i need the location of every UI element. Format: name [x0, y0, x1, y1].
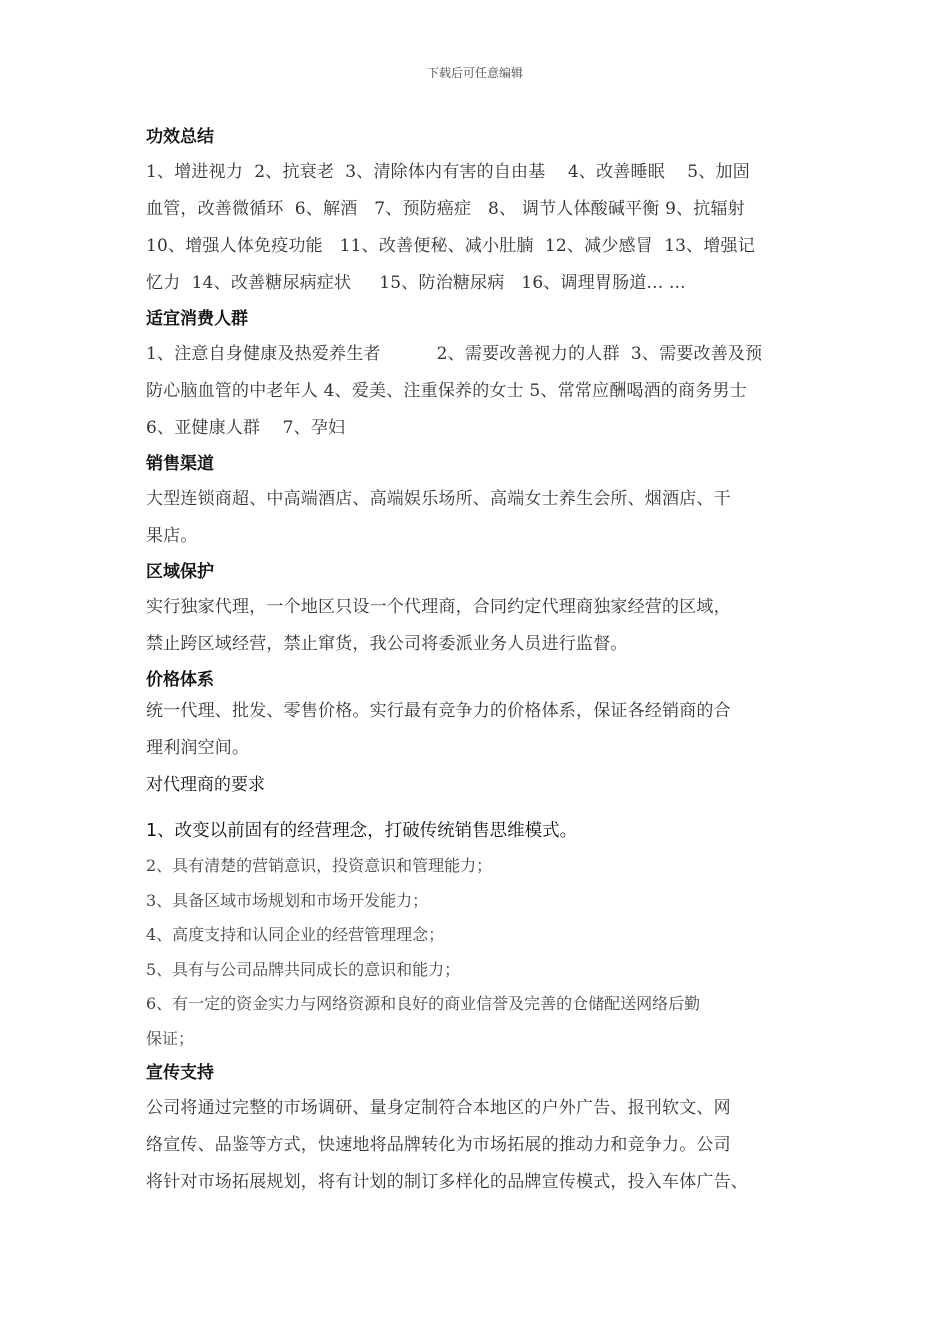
page-header-note: 下载后可任意编辑	[426, 66, 523, 80]
section-title-region: 区域保护	[146, 562, 214, 582]
section-title-promotion: 宣传支持	[146, 1063, 214, 1083]
text-line: 1、增进视力 2、抗衰老 3、清除体内有害的自由基 4、改善睡眠 5、加固	[146, 162, 750, 182]
section-body-requirements	[146, 849, 826, 1056]
text-line: 1、注意自身健康及热爱养生者 2、需要改善视力的人群 3、需要改善及预	[146, 344, 763, 364]
text-line: 理利润空间。	[146, 738, 250, 758]
section-title-requirements: 对代理商的要求	[146, 775, 265, 795]
section-title-pricing: 价格体系	[146, 670, 214, 690]
text-line: 公司将通过完整的市场调研、量身定制符合本地区的户外广告、报刊软文、网	[146, 1098, 731, 1118]
text-line: 络宣传、品鉴等方式，快速地将品牌转化为市场拓展的推动力和竞争力。公司	[146, 1135, 731, 1155]
text-line: 禁止跨区域经营，禁止窜货，我公司将委派业务人员进行监督。	[146, 634, 628, 654]
text-line: 果店。	[146, 526, 198, 546]
section-body-promotion	[146, 1090, 826, 1201]
text-line: 6、亚健康人群 7、孕妇	[146, 418, 346, 438]
section-body-channels	[146, 481, 826, 555]
text-line: 将针对市场拓展规划，将有计划的制订多样化的品牌宣传模式，投入车体广告、	[146, 1172, 748, 1192]
section-body-pricing	[146, 693, 826, 767]
requirement-item: 2、具有清楚的营销意识，投资意识和管理能力；	[146, 856, 493, 875]
text-line: 血管，改善微循环 6、解酒 7、预防癌症 8、 调节人体酸碱平衡 9、抗辐射	[146, 199, 745, 219]
text-line: 防心脑血管的中老年人 4、爱美、注重保养的女士 5、常常应酬喝酒的商务男士	[146, 381, 747, 401]
text-line: 忆力 14、改善糖尿病症状 15、防治糖尿病 16、调理胃肠道... ...	[146, 273, 686, 293]
text-line: 大型连锁商超、中高端酒店、高端娱乐场所、高端女士养生会所、烟酒店、干	[146, 489, 731, 509]
section-title-channels: 销售渠道	[146, 454, 214, 474]
requirement-item: 保证；	[146, 1028, 195, 1048]
document-body	[146, 120, 826, 1201]
requirement-item: 6、有一定的资金实力与网络资源和良好的商业信誉及完善的仓储配送网络后勤	[146, 994, 701, 1013]
section-title-audience: 适宜消费人群	[146, 309, 248, 329]
section-body-efficacy	[146, 154, 826, 302]
requirement-item-primary: 1、改变以前固有的经营理念，打破传统销售思维模式。	[146, 821, 578, 841]
text-line: 10、增强人体免疫功能 11、改善便秘、减小肚腩 12、减少感冒 13、增强记	[146, 236, 755, 256]
section-body-region	[146, 589, 826, 663]
requirement-item: 5、具有与公司品牌共同成长的意识和能力；	[146, 959, 461, 979]
text-line: 实行独家代理，一个地区只设一个代理商，合同约定代理商独家经营的区域，	[146, 597, 731, 617]
requirement-item: 3、具备区域市场规划和市场开发能力；	[146, 890, 429, 910]
section-title-efficacy: 功效总结	[146, 127, 214, 147]
text-line: 统一代理、批发、零售价格。实行最有竞争力的价格体系，保证各经销商的合	[146, 701, 731, 721]
requirement-item: 4、高度支持和认同企业的经营管理理念；	[146, 925, 445, 944]
section-body-audience	[146, 336, 826, 447]
